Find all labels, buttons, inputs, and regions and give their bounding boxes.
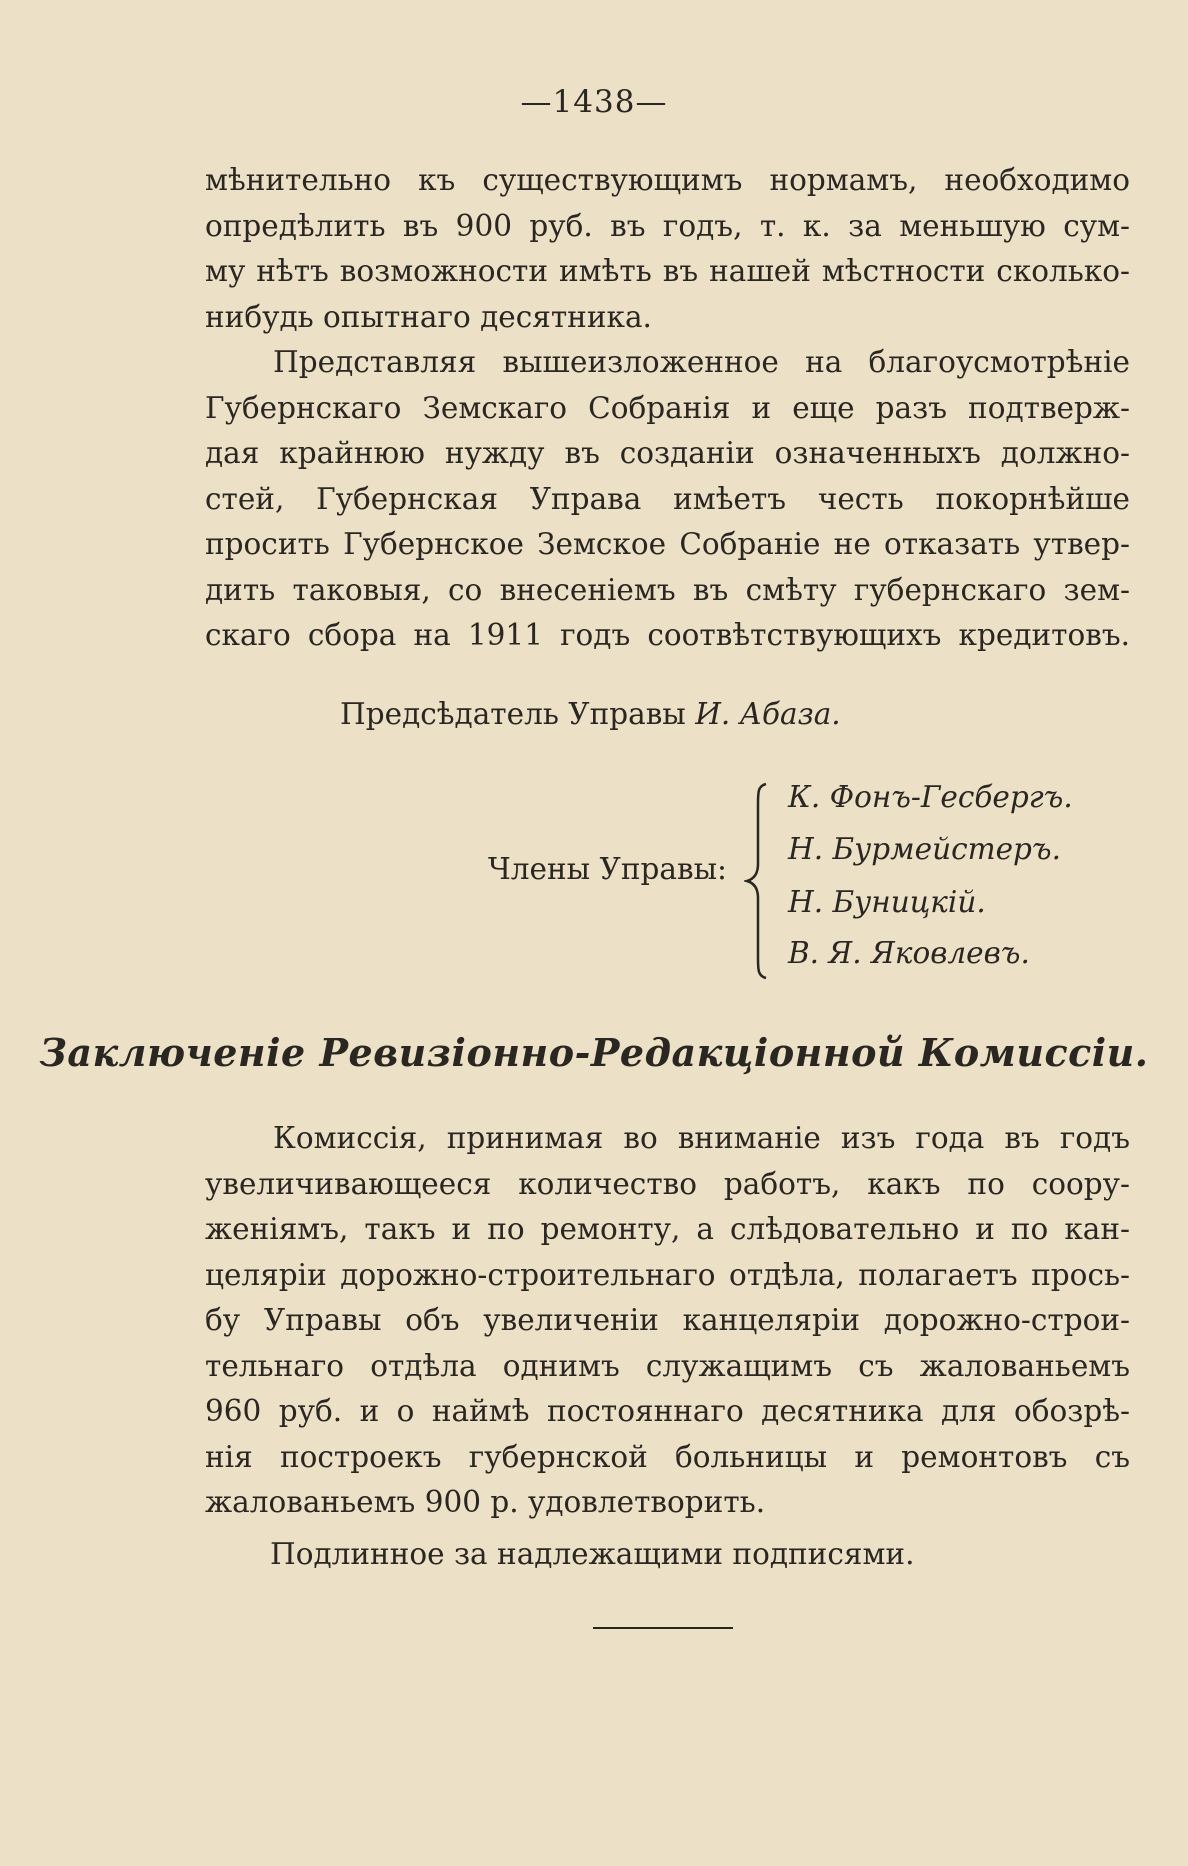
- paragraph-norms: [205, 158, 1130, 340]
- text-line: жалованьемъ 900 р. удовлетворить.: [205, 1485, 766, 1519]
- members-label: Члены Управы:: [488, 852, 727, 886]
- text-line: му нѣтъ возможности имѣть въ нашей мѣстности сколько-: [205, 254, 1130, 288]
- paragraph-commission-conclusion: [205, 1116, 1130, 1526]
- text-line: дая крайнюю нужду въ созданіи означенныхъ должно-: [205, 436, 1130, 470]
- closing-rule: [593, 1627, 733, 1629]
- text-line: бу Управы объ увеличеніи канцеляріи дорожно-строи-: [205, 1303, 1130, 1337]
- text-line: 960 руб. и о наймѣ постояннаго десятника для обозрѣ-: [205, 1394, 1130, 1428]
- text-line: просить Губернское Земское Собраніе не отказать утвер-: [205, 527, 1130, 561]
- text-line: Комиссія, принимая во вниманіе изъ года въ годъ: [273, 1121, 1130, 1155]
- member-name: Н. Бурмейстеръ.: [788, 832, 1061, 866]
- chairman-name: И. Абаза.: [695, 697, 841, 731]
- member-name: Н. Буницкій.: [788, 885, 986, 919]
- text-line: Губернскаго Земскаго Собранія и еще разъ подтверж-: [205, 390, 1130, 425]
- signed-note: Подлинное за надлежащими подписями.: [270, 1537, 915, 1571]
- text-line: дить таковыя, со внесеніемъ въ смѣту губернскаго зем-: [205, 572, 1130, 607]
- text-line: нія построекъ губернской больницы и ремонтовъ съ: [205, 1439, 1130, 1474]
- text-line: целяріи дорожно-строительнаго отдѣла, полагаетъ прось-: [205, 1257, 1130, 1292]
- section-title: Заключеніе Ревизіонно-Редакціонной Комиссіи.: [39, 1030, 1149, 1075]
- page-number: —1438—: [520, 84, 668, 120]
- paragraph-request: [205, 340, 1130, 659]
- text-line: женіямъ, такъ и по ремонту, а слѣдовательно и по кан-: [205, 1212, 1130, 1246]
- chairman-label: Предсѣдатель Управы: [340, 697, 686, 731]
- text-line: увеличивающееся количество работъ, какъ по соору-: [205, 1166, 1130, 1201]
- text-line: нибудь опытнаго десятника.: [205, 299, 652, 334]
- text-line: тельнаго отдѣла однимъ служащимъ съ жалованьемъ: [205, 1348, 1130, 1383]
- text-line: мѣнительно къ существующимъ нормамъ, необходимо: [205, 163, 1130, 197]
- curly-brace-icon: [744, 782, 774, 980]
- text-line: скаго сбора на 1911 годъ соотвѣтствующихъ кредитовъ.: [205, 618, 1130, 652]
- member-name: К. Фонъ-Гесбергъ.: [788, 780, 1073, 814]
- member-name: В. Я. Яковлевъ.: [788, 936, 1030, 970]
- text-line: Представляя вышеизложенное на благоусмотрѣніе: [273, 345, 1130, 379]
- text-line: стей, Губернская Управа имѣетъ честь покорнѣйше: [205, 481, 1130, 516]
- text-line: опредѣлить въ 900 руб. въ годъ, т. к. за меньшую сум-: [205, 208, 1130, 243]
- chairman-signature: [340, 697, 841, 731]
